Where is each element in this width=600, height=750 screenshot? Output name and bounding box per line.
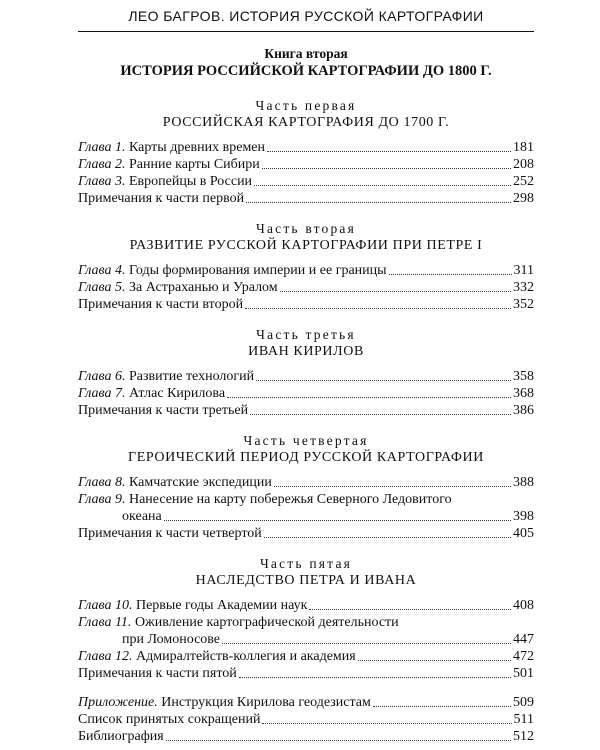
page-number: 511 <box>513 712 534 727</box>
toc-entry-notes-part-4[interactable] <box>78 525 534 542</box>
dot-leader <box>222 643 511 644</box>
entry-title: Развитие технологий <box>128 369 255 384</box>
entry-title: Ранние карты Сибири <box>128 157 260 172</box>
dot-leader <box>166 740 511 741</box>
entry-title: Примечания к части пятой <box>78 666 237 681</box>
toc-entry-abbreviations[interactable] <box>78 711 534 728</box>
entry-title: Список принятых сокращений <box>78 712 261 727</box>
part-1-entries <box>78 139 534 207</box>
page-number: 388 <box>513 475 534 490</box>
toc-entry-chapter-2[interactable] <box>78 156 534 173</box>
dot-leader <box>246 202 511 203</box>
page-number: 447 <box>513 632 534 647</box>
entry-title-continuation: при Ломоносове <box>122 632 221 647</box>
entry-title: Примечания к части третьей <box>78 403 249 418</box>
dot-leader <box>264 537 511 538</box>
toc-entry-notes-part-5[interactable] <box>78 665 534 682</box>
page-number: 332 <box>513 280 534 295</box>
entry-label: Глава 8. <box>78 475 126 490</box>
part-4-section <box>78 433 534 542</box>
dot-leader <box>250 414 511 415</box>
toc-entry-chapter-10[interactable] <box>78 597 534 614</box>
page-number: 501 <box>513 666 534 681</box>
entry-label: Глава 7. <box>78 386 126 401</box>
book-title: ИСТОРИЯ РОССИЙСКОЙ КАРТОГРАФИИ ДО 1800 Г. <box>120 63 492 79</box>
page-number: 298 <box>513 191 534 206</box>
header-rule <box>78 31 534 32</box>
page-number: 208 <box>513 157 534 172</box>
toc-entry-chapter-12[interactable] <box>78 648 534 665</box>
toc-entry-notes-part-3[interactable] <box>78 402 534 419</box>
page-number: 181 <box>513 140 534 155</box>
entry-label: Глава 10. <box>78 598 133 613</box>
part-1-title: РОССИЙСКАЯ КАРТОГРАФИЯ ДО 1700 Г. <box>162 115 450 130</box>
part-4-entries <box>78 474 534 542</box>
entry-label: Глава 4. <box>78 263 126 278</box>
dot-leader <box>389 274 512 275</box>
part-4-label: Часть четвертая <box>243 433 369 448</box>
entry-title: Годы формирования империи и ее границы <box>128 263 387 278</box>
part-5-label: Часть пятая <box>259 556 353 571</box>
entry-label: Глава 3. <box>78 174 126 189</box>
entry-title-continuation: океана <box>122 509 162 524</box>
book-label: Книга вторая <box>264 46 348 61</box>
entry-label: Глава 5. <box>78 280 126 295</box>
page-number: 408 <box>513 598 534 613</box>
running-head: ЛЕО БАГРОВ. ИСТОРИЯ РУССКОЙ КАРТОГРАФИИ <box>128 8 484 24</box>
entry-label: Глава 12. <box>78 649 133 664</box>
dot-leader <box>256 380 511 381</box>
toc-entry-chapter-3[interactable] <box>78 173 534 190</box>
part-3-title: ИВАН КИРИЛОВ <box>248 344 364 359</box>
page-number: 252 <box>513 174 534 189</box>
entry-label: Глава 6. <box>78 369 126 384</box>
dot-leader <box>358 660 511 661</box>
part-5-title: НАСЛЕДСТВО ПЕТРА И ИВАНА <box>195 573 417 588</box>
toc-entry-chapter-8[interactable] <box>78 474 534 491</box>
dot-leader <box>239 677 511 678</box>
toc-entry-notes-part-2[interactable] <box>78 296 534 313</box>
toc-entry-chapter-1[interactable] <box>78 139 534 156</box>
page-number: 352 <box>513 297 534 312</box>
entry-title: За Астраханью и Уралом <box>128 280 278 295</box>
entry-label: Глава 1. <box>78 140 126 155</box>
part-3-entries <box>78 368 534 419</box>
toc-entry-appendix[interactable] <box>78 694 534 711</box>
part-2-title: РАЗВИТИЕ РУССКОЙ КАРТОГРАФИИ ПРИ ПЕТРЕ I <box>129 238 483 253</box>
toc-entry-chapter-9[interactable] <box>78 491 534 525</box>
entry-title: Примечания к части четвертой <box>78 526 262 541</box>
page-number: 509 <box>513 695 534 710</box>
part-2-section <box>78 221 534 313</box>
book-heading <box>78 46 534 80</box>
entry-title: Атлас Кирилова <box>128 386 226 401</box>
toc-entry-notes-part-1[interactable] <box>78 190 534 207</box>
dot-leader <box>262 723 511 724</box>
part-2-entries <box>78 262 534 313</box>
entry-title: Нанесение на карту побережья Северного Ледовитого <box>128 492 452 507</box>
dot-leader <box>309 609 511 610</box>
entry-label: Глава 2. <box>78 157 126 172</box>
entry-title: Примечания к части второй <box>78 297 244 312</box>
part-4-title: ГЕРОИЧЕСКИЙ ПЕРИОД РУССКОЙ КАРТОГРАФИИ <box>128 450 484 465</box>
entry-title: Библиография <box>78 729 164 744</box>
dot-leader <box>262 168 511 169</box>
toc-entry-chapter-4[interactable] <box>78 262 534 279</box>
toc-entry-chapter-7[interactable] <box>78 385 534 402</box>
page-number: 512 <box>513 729 534 744</box>
part-3-section <box>78 327 534 419</box>
entry-title: Инструкция Кирилова геодезистам <box>161 695 371 710</box>
table-of-contents <box>78 46 534 745</box>
dot-leader <box>280 291 511 292</box>
part-5-section <box>78 556 534 682</box>
dot-leader <box>164 520 511 521</box>
dot-leader <box>254 185 511 186</box>
dot-leader <box>373 706 511 707</box>
entry-title: Первые годы Академии наук <box>135 598 308 613</box>
page-number: 386 <box>513 403 534 418</box>
toc-entry-bibliography[interactable] <box>78 728 534 745</box>
entry-label: Приложение. <box>78 695 158 710</box>
back-matter-section <box>78 694 534 745</box>
entry-title: Примечания к части первой <box>78 191 245 206</box>
page-number: 472 <box>513 649 534 664</box>
entry-title: Оживление картографической деятельности <box>134 615 399 630</box>
page-number: 398 <box>513 509 534 524</box>
part-1-section <box>78 98 534 207</box>
entry-label: Глава 11. <box>78 615 132 630</box>
part-5-entries <box>78 597 534 682</box>
part-2-label: Часть вторая <box>255 221 357 236</box>
entry-title: Карты древних времен <box>128 140 266 155</box>
toc-entry-chapter-11[interactable] <box>78 614 534 648</box>
entry-title: Европейцы в России <box>128 174 253 189</box>
page-number: 311 <box>513 263 534 278</box>
toc-entry-chapter-5[interactable] <box>78 279 534 296</box>
entry-title: Адмиралтейств-коллегия и академия <box>135 649 356 664</box>
page-number: 358 <box>513 369 534 384</box>
dot-leader <box>227 397 511 398</box>
part-3-label: Часть третья <box>256 327 356 342</box>
dot-leader <box>245 308 511 309</box>
dot-leader <box>274 486 511 487</box>
page-number: 405 <box>513 526 534 541</box>
dot-leader <box>267 151 511 152</box>
toc-entry-chapter-6[interactable] <box>78 368 534 385</box>
entry-title: Камчатские экспедиции <box>128 475 272 490</box>
part-1-label: Часть первая <box>255 98 357 113</box>
entry-label: Глава 9. <box>78 492 126 507</box>
page-number: 368 <box>513 386 534 401</box>
